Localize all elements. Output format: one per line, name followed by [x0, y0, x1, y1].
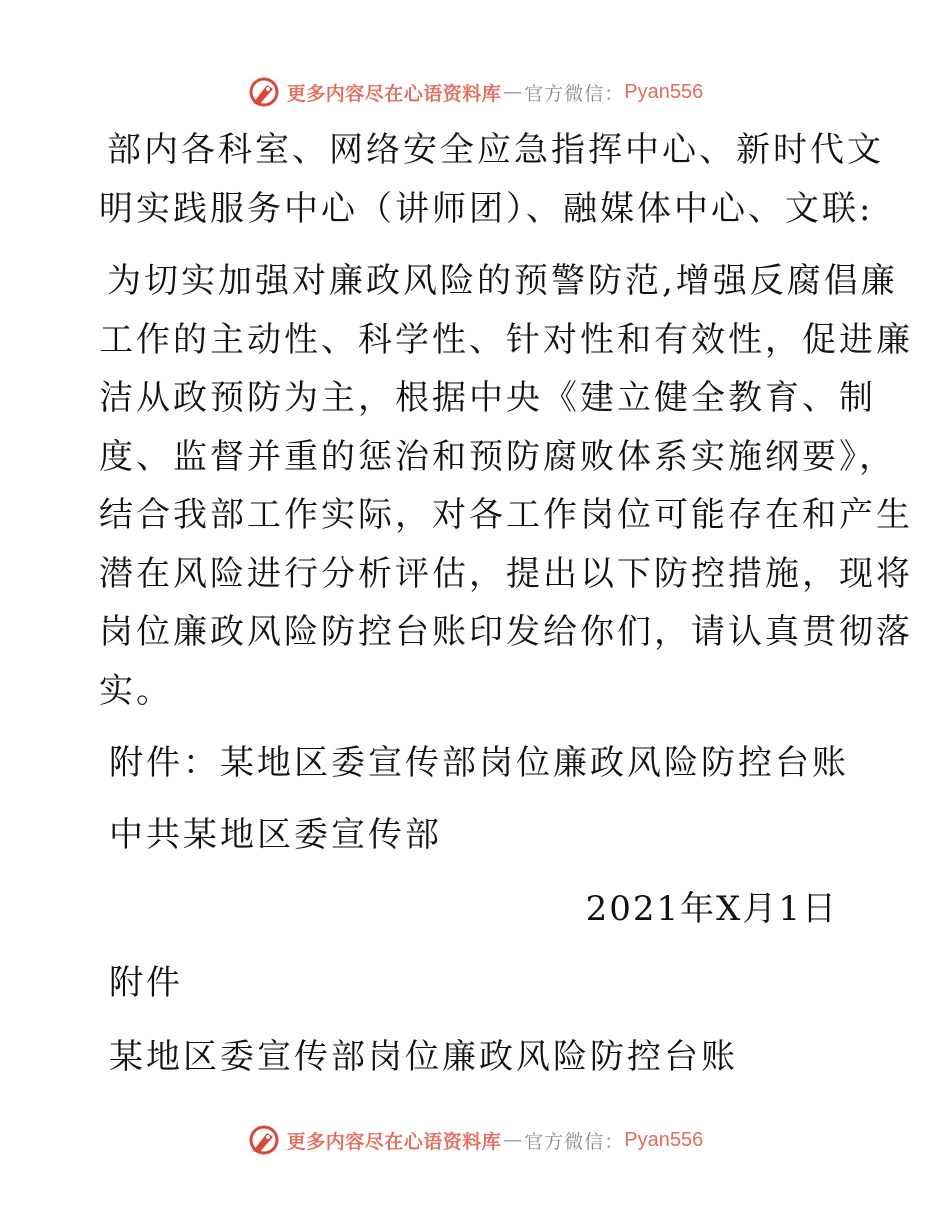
body-line: 度、监督并重的惩治和预防腐败体系实施纲要》， [99, 436, 896, 477]
body-line: 潜在风险进行分析评估，提出以下防控措施，现将 [99, 553, 913, 594]
body-line: 实。 [99, 670, 173, 711]
body-paragraph [99, 252, 913, 720]
pen-nib-circle-logo-icon [247, 75, 281, 109]
watermark-contact-label: 官方微信： [524, 1130, 625, 1153]
watermark-footer [0, 1120, 950, 1160]
recipients-line: 部内各科室、网络安全应急指挥中心、新时代文 [107, 130, 884, 170]
watermark-dash: — [503, 1129, 523, 1151]
watermark-contact-id: Pyan556 [624, 1128, 704, 1151]
watermark-brand: 更多内容尽在心语资料库 [286, 82, 502, 105]
attachment-title: 某地区委宣传部岗位廉政风险防控台账 [109, 1037, 738, 1077]
watermark-contact-label: 官方微信： [524, 82, 625, 105]
pen-nib-circle-logo-icon [247, 1123, 281, 1157]
watermark-contact-id: Pyan556 [624, 80, 704, 103]
recipients-line: 明实践服务中心（讲师团）、融媒体中心、文联: [99, 188, 874, 229]
attachment-heading: 附件 [109, 963, 183, 1003]
watermark-brand: 更多内容尽在心语资料库 [286, 1130, 502, 1153]
body-line: 为切实加强对廉政风险的预警防范,增强反腐倡廉 [107, 261, 898, 301]
body-line: 结合我部工作实际，对各工作岗位可能存在和产生 [99, 495, 913, 535]
body-line: 工作的主动性、科学性、针对性和有效性，促进廉 [99, 319, 913, 360]
date: 2021年X月1日 [585, 889, 838, 929]
signature: 中共某地区委宣传部 [109, 815, 442, 855]
watermark-dash: — [503, 81, 523, 103]
body-line: 洁从政预防为主，根据中央《建立健全教育、制 [99, 378, 876, 418]
attachment-note: 附件：某地区委宣传部岗位廉政风险防控台账 [109, 743, 849, 783]
recipients [99, 121, 884, 238]
body-line: 岗位廉政风险防控台账印发给你们，请认真贯彻落 [99, 612, 913, 652]
watermark-header [0, 72, 950, 112]
